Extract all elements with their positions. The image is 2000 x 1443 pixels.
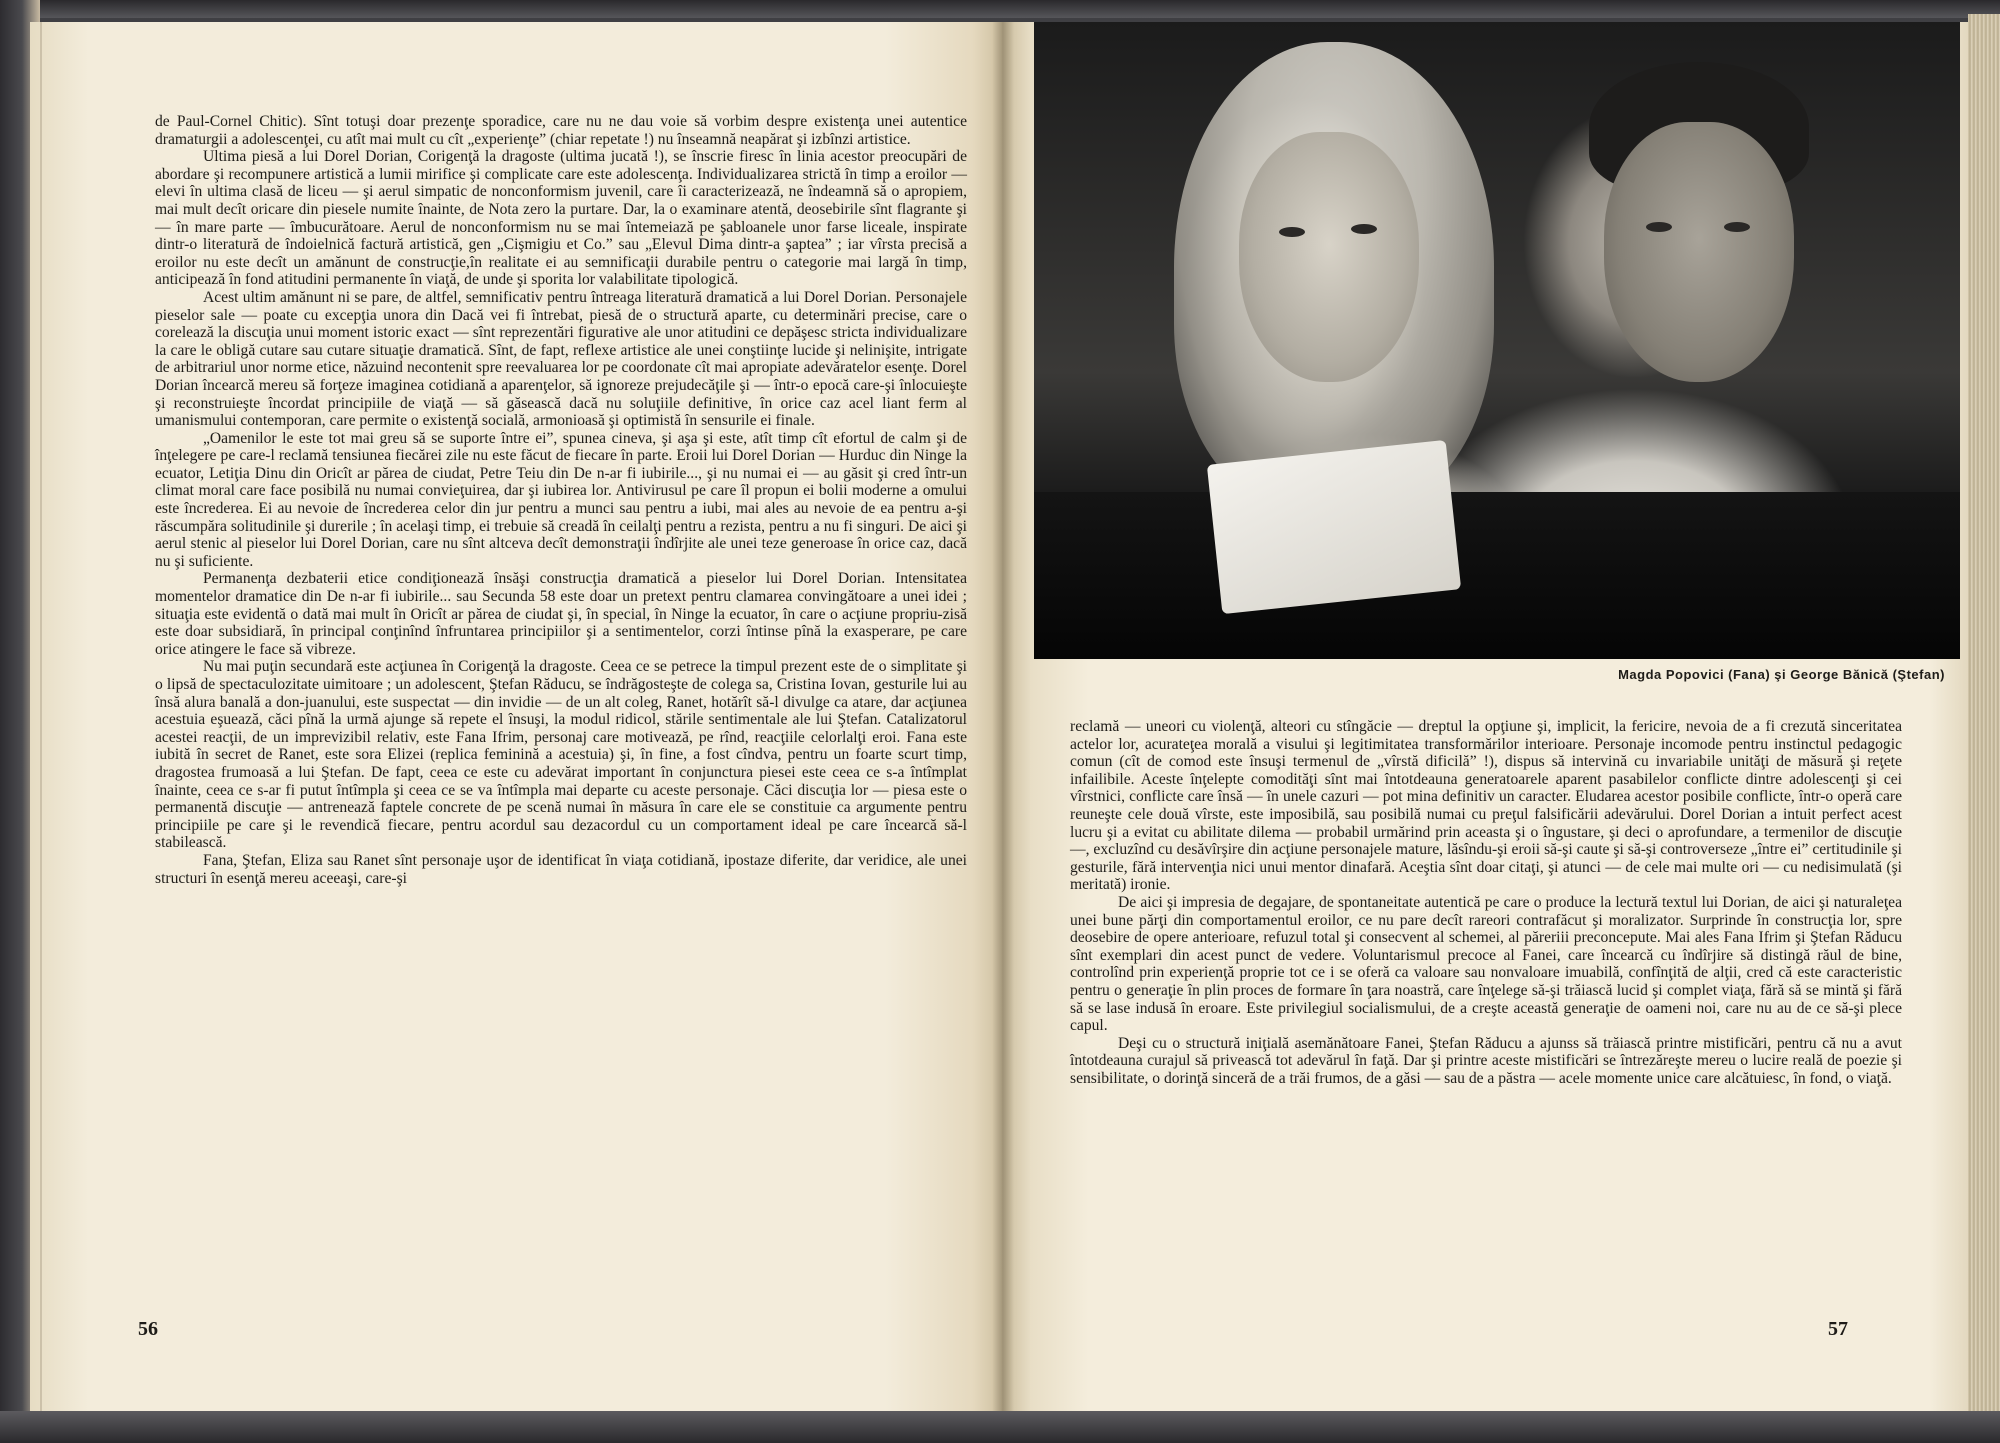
stage-photo: [1034, 22, 1960, 659]
photo-man-face: [1604, 122, 1794, 382]
page-number: 56: [138, 1318, 158, 1340]
left-page: [30, 22, 1002, 1412]
paragraph: Fana, Ştefan, Eliza sau Ranet sînt personaje uşor de identificat în viaţa cotidiană, ipostaze diferite, dar veridice, ale unei structuri în esenţă mereu aceeaşi, care-şi: [155, 851, 967, 887]
page-margin-crease: [40, 22, 42, 1412]
photo-woman-face: [1239, 132, 1419, 382]
page-number: 57: [1828, 1318, 1848, 1340]
paragraph: Permanenţa dezbaterii etice condiţionează însăşi construcţia dramatică a pieselor lui Dorel Dorian. Intensitatea momentelor dramatice din De n-ar fi iubirile... sau Secunda 58 este doar un pretext pentru clamarea convingătoare a unei idei ; situaţia este evidentă o dată mai mult în Oricît ar părea de ciudat şi, în special, în Ninge la ecuator, în care o acţiune propriu-zisă este doar subsidiară, în principal conţinînd înfruntarea principiilor şi a sentimentelor, corzi întinse pînă la exasperare, pe care orice atingere le face să vibreze.: [155, 570, 967, 658]
paragraph: de Paul-Cornel Chitic). Sînt totuşi doar prezenţe sporadice, care nu ne dau voie să vorbim despre existenţa unei autentice dramaturgii a adolescenţei, cu atît mai mult cu cît „experienţe” (chiar repetate !) nu înseamnă neapărat şi izbînzi artistice.: [155, 113, 967, 148]
paragraph: Nu mai puţin secundară este acţiunea în Corigenţă la dragoste. Ceea ce se petrece la timpul prezent este de o simplitate şi o lipsă de spectaculozitate uimitoare ; un adolescent, Ştefan Răducu, se îndrăgosteşte de colega sa, Cristina Iovan, gesturile lui au însă alura banală a don-juanului, este suspectat — din invidie — de un alt coleg, Ranet, hotărît să-l divulge ca atare, dar acţiunea acestuia eşuează, căci pînă la urmă ajunge să repete el însuşi, la modul ridicol, stările sentimentale ale lui Ştefan. Catalizatorul acestei reacţii, de un imprevizibil relativ, este Fana Ifrim, personaj care motivează, pe rînd, reacţiile celorlalţi eroi. Fana este iubită în secret de Ranet, este sora Elizei (replica feminină a acestuia) şi, în fine, a fost cîndva, pentru un foarte scurt timp, dragostea frumoasă a lui Ştefan. De fapt, ceea ce este cu adevărat important în conjunctura piesei este ceea ce s-a întîmplat înainte, ceea ce s-ar fi putut întîmpla şi ceea ce se va întîmpla mai departe cu aceste personaje. Căci discuţia lor — piesa este o permanentă discuţie — antrenează faptele concrete de pe scenă numai în măsura în care ele se constituie ca argumente pentru principiile pe care şi le revendică fiecare, pentru acordul sau dezacordul cu un comportament ideal pe care încearcă să-l stabilească.: [155, 658, 967, 852]
paragraph: „Oamenilor le este tot mai greu să se suporte între ei”, spunea cineva, şi aşa şi este, atît timp cît efortul de calm şi de înţelegere pe care-l reclamă tensiunea fiecărei zile nu este făcut de fiecare în parte. Eroii lui Dorel Dorian — Hurduc din Ninge la ecuator, Letiţia Dinu din Oricît ar părea de ciudat, Petre Teiu din De n-ar fi iubirile..., şi nu numai ei — au găsit şi cred într-un climat moral care face posibilă nu numai convieţuirea, dar şi iubirea lor. Antivirusul pe care îl propun ei bolii moderne a omului este încrederea. Ei au nevoie de încrederea celor din jur pentru a munci sau pentru a iubi, mai ales au nevoie de ea pentru a-şi răscumpăra solitudinile şi durerile ; în acelaşi timp, ei trebuie să creadă în ceilalţi pentru a rezista, pentru a nu fi singuri. De aici şi aerul stenic al pieselor lui Dorel Dorian, care nu sînt altceva decît demonstraţii îndîrjite ale unei teze generoase în orice caz, dacă nu şi suficiente.: [155, 429, 967, 570]
paragraph: Acest ultim amănunt ni se pare, de altfel, semnificativ pentru întreaga literatură dramatică a lui Dorel Dorian. Personajele pieselor sale — poate cu excepţia unora din Dacă vei fi întrebat, piesă de o structură aparte, cu determinări precise, care o corelează la discuţia unui moment istoric exact — sînt reprezentări figurative ale unor atitudini ce depăşesc stricta individualizare la care le obligă cutare sau cutare situaţie dramatică. Sînt, de fapt, reflexe artistice ale unei conştiinţe lucide şi nelinişite, intrigate de arbitrariul unor norme etice, năzuind necontenit spre reevaluarea lor pe coordonate cît mai apropiate adevăratelor esenţe. Dorel Dorian încearcă mereu să forţeze imaginea cotidiană a aparenţelor, să ignoreze prejudecăţile şi — într-o epocă care-şi înlocuieşte şi reconstruieşte încordat principiile de viaţă — să găsească dacă nu soluţiile definitive, în orice caz acel liant ferm al umanismului contemporan, care permite o existenţă socială, armonioasă şi optimistă în sensurile ei finale.: [155, 288, 967, 430]
right-page-text: [1070, 718, 1902, 1087]
paragraph: De aici şi impresia de degajare, de spontaneitate autentică pe care o produce la lectură textul lui Dorian, de aici şi naturaleţea unei bune părţi din comportamentul eroilor, ce nu pare decît rareori contrafăcut şi moralizator. Surprinde în construcţia lor, spre deosebire de opere anterioare, refuzul total şi consecvent al schemei, al păreriii preconcepute. Mai ales Fana Ifrim şi Ştefan Răducu sînt exemplari din acest punct de vedere. Voluntarismul precoce al Fanei, care încearcă cu îndîrjire să distingă răul de bine, controlînd prin experienţă proprie tot ce i se oferă ca valoare sau nonvaloare imuabilă, confînţită de alţii, cred că este caracteristic pentru o generaţie în plin proces de formare în ţara noastră, care înţelege să-şi trăiască lucid şi complet viaţa, fără să se mintă şi fără să se lase indusă în eroare. Este privilegiul socialismului, de a creşte această generaţie de oameni noi, care nu au de ce să-şi plece capul.: [1070, 893, 1902, 1035]
photo-table: [1034, 492, 1960, 659]
paragraph: reclamă — uneori cu violenţă, alteori cu stîngăcie — dreptul la opţiune şi, implicit, la fericire, nevoia de a fi crezută sinceritatea actelor lor, acurateţea morală a visului şi legitimitatea transformărilor interioare. Personaje incomode pentru instinctul pedagogic comun (cît de comod este însuşi termenul de „vîrstă dificilă” !), dispus să intervină cu invariabile unităţi de măsură şi reţete infailibile. Aceste înţelepte comodităţi sînt mai întotdeauna generatoarele aparent pasabilelor conflicte dintre adolescenţi şi cei vîrstnici, conflicte care însă — în unele cazuri — pot mina definitiv un caracter. Eludarea acestor posibile conflicte, într-o operă care reuneşte cele două vîrste, este imposibilă, sau posibilă numai cu preţul falsificării adevărului. Dorel Dorian a intuit perfect acest lucru şi a evitat cu abilitate dilema — probabil urmărind prin aceasta şi o îngustare, şi deci o aprofundare, a termenilor de discuţie —, excluzînd cu desăvîrşire din acţiune personajele mature, lăsîndu-şi eroii să-şi caute şi să-şi controverseze „între ei” certitudinile şi gesturile, fără intervenţia nici unui mentor dinafară. Aceştia sînt doar citaţi, şi atunci — de cele mai multe ori — cu nedisimulată (şi meritată) ironie.: [1070, 718, 1902, 894]
paragraph: Deşi cu o structură iniţială asemănătoare Fanei, Ştefan Răducu a ajunss să trăiască printre mistificări, pentru că nu a avut întotdeauna curajul să privească tot adevărul în faţă. Dar şi printre aceste mistificări se întrezăreşte mereu o lucire reală de poezie şi sensibilitate, o dorinţă sinceră de a trăi frumos, de a găsi — sau de a păstra — acele momente unice care alcătuiesc, în fond, o viaţă.: [1070, 1034, 1902, 1087]
photo-caption: Magda Popovici (Fana) şi George Bănică (Ştefan): [1618, 667, 1945, 682]
left-page-text: [155, 113, 967, 887]
book-gutter: [992, 22, 1014, 1412]
book-cover-top-edge: [0, 0, 2000, 18]
photo-paper-object: [1207, 440, 1461, 614]
page-stack-edge: [1968, 14, 2000, 1414]
book-cover-bottom-edge: [0, 1411, 2000, 1443]
paragraph: Ultima piesă a lui Dorel Dorian, Corigenţă la dragoste (ultima jucată !), se înscrie firesc în linia acestor preocupări de abordare şi recompunere artistică a lumii mirifice şi complicate care este adolescenţa. Individualizarea strictă în timp a eroilor — elevi în ultima clasă de liceu — şi aerul simpatic de nonconformism juvenil, care îi caracterizează, ne îndeamnă să o apropiem, mai mult decît oricare din piesele numite înainte, de Nota zero la purtare. Dar, la o examinare atentă, deosebirile sînt flagrante şi — în mare parte — îmbucurătoare. Aerul de nonconformism nu se mai întemeiază pe şabloanele unor farse liceale, inspirate dintr-o literatură de îndoielnică factură artistică, gen „Cişmigiu et Co.” sau „Elevul Dima dintr-a şaptea” ; iar vîrsta precisă a eroilor nu este decît un amănunt de construcţie,în realitate ei au semnificaţii durabile pentru o categorie mai largă în timp, anticipează în fond atitudini permanente în viaţă, de unde şi sporita lor valabilitate tipologică.: [155, 148, 967, 289]
right-page: [1002, 22, 1968, 1412]
